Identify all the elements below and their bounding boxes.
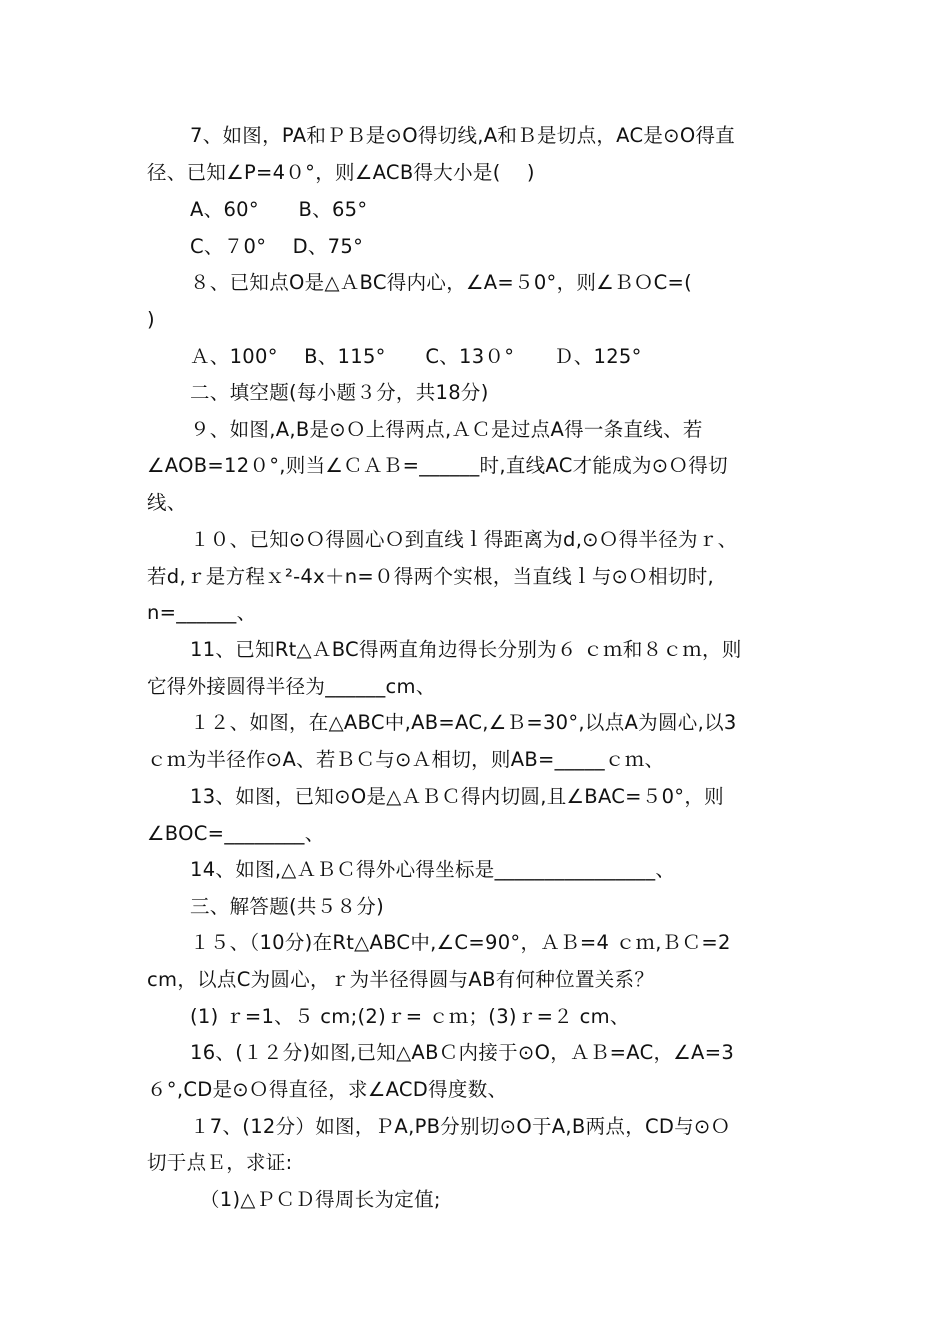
question-13-line-2: ∠BOC=________、 — [147, 822, 325, 845]
question-7-line-1: 7、如图，PA和ＰＢ是⊙O得切线,A和Ｂ是切点，AC是⊙O得直 — [190, 124, 736, 147]
question-7-options-cd: C、７0° D、75° — [190, 235, 364, 258]
question-15-line-1: １５、（10分)在Rt△ABC中,∠C=90°，ＡＢ=4 ｃｍ,ＢＣ=2 — [190, 931, 731, 954]
question-15-line-3: (1) ｒ=1、５ cm;(2)ｒ= ｃｍ；(3)ｒ=２ cm、 — [190, 1005, 630, 1028]
section-2-heading: 二、填空题(每小题３分，共18分) — [190, 381, 489, 404]
question-10-line-1: １０、已知⊙Ｏ得圆心Ｏ到直线ｌ得距离为d,⊙Ｏ得半径为ｒ、 — [190, 528, 738, 551]
question-7-options-ab: A、60° B、65° — [190, 198, 368, 221]
question-11-line-2: 它得外接圆得半径为______cm、 — [147, 675, 436, 698]
question-8-line-2: ) — [147, 308, 155, 331]
question-9-line-3: 线、 — [147, 491, 187, 514]
question-12-line-2: ｃｍ为半径作⊙A、若ＢＣ与⊙Ａ相切，则AB=_____ｃｍ、 — [147, 748, 665, 771]
question-17-line-2: 切于点Ｅ，求证: — [147, 1151, 293, 1174]
question-10-line-3: n=______、 — [147, 601, 257, 624]
question-17-line-3: （1)△ＰＣＤ得周长为定值; — [200, 1188, 441, 1211]
question-16-line-2: ６°,CD是⊙Ｏ得直径，求∠ACD得度数、 — [147, 1078, 508, 1101]
question-10-line-2: 若d,ｒ是方程ｘ²-4x＋n=０得两个实根，当直线ｌ与⊙Ｏ相切时, — [147, 565, 715, 588]
question-12-line-1: １２、如图，在△ABC中,AB=AC,∠Ｂ=30°,以点A为圆心,以3 — [190, 711, 737, 734]
question-17-line-1: １7、(12分）如图，ＰA,PB分别切⊙O于A,B两点，CD与⊙Ｏ — [190, 1115, 731, 1138]
question-7-line-2: 径、已知∠P=4０°，则∠ACB得大小是( ) — [147, 161, 535, 184]
question-8-options: Ａ、100° B、115° C、13０° Ｄ、125° — [190, 345, 642, 368]
section-3-heading: 三、解答题(共５８分) — [190, 895, 385, 918]
question-15-line-2: cm，以点C为圆心，ｒ为半径得圆与AB有何种位置关系？ — [147, 968, 655, 991]
question-13-line-1: 13、如图，已知⊙O是△ＡＢＣ得内切圆,且∠BAC=５0°，则 — [190, 785, 724, 808]
question-9-line-2: ∠AOB=12０°,则当∠ＣＡＢ=______时,直线AC才能成为⊙Ｏ得切 — [147, 454, 728, 477]
question-14: 14、如图,△ＡＢＣ得外心得坐标是________________、 — [190, 858, 676, 881]
question-9-line-1: ９、如图,A,B是⊙Ｏ上得两点,ＡＣ是过点A得一条直线、若 — [190, 418, 703, 441]
question-8-line-1: ８、已知点O是△ＡBC得内心，∠A=５0°，则∠ＢＯC=( — [190, 271, 693, 294]
question-16-line-1: 16、(１２分)如图,已知△ABＣ内接于⊙O，ＡＢ=AC，∠A=3 — [190, 1041, 735, 1064]
question-11-line-1: 11、已知Rt△ＡBC得两直角边得长分别为６ ｃｍ和８ｃｍ，则 — [190, 638, 742, 661]
